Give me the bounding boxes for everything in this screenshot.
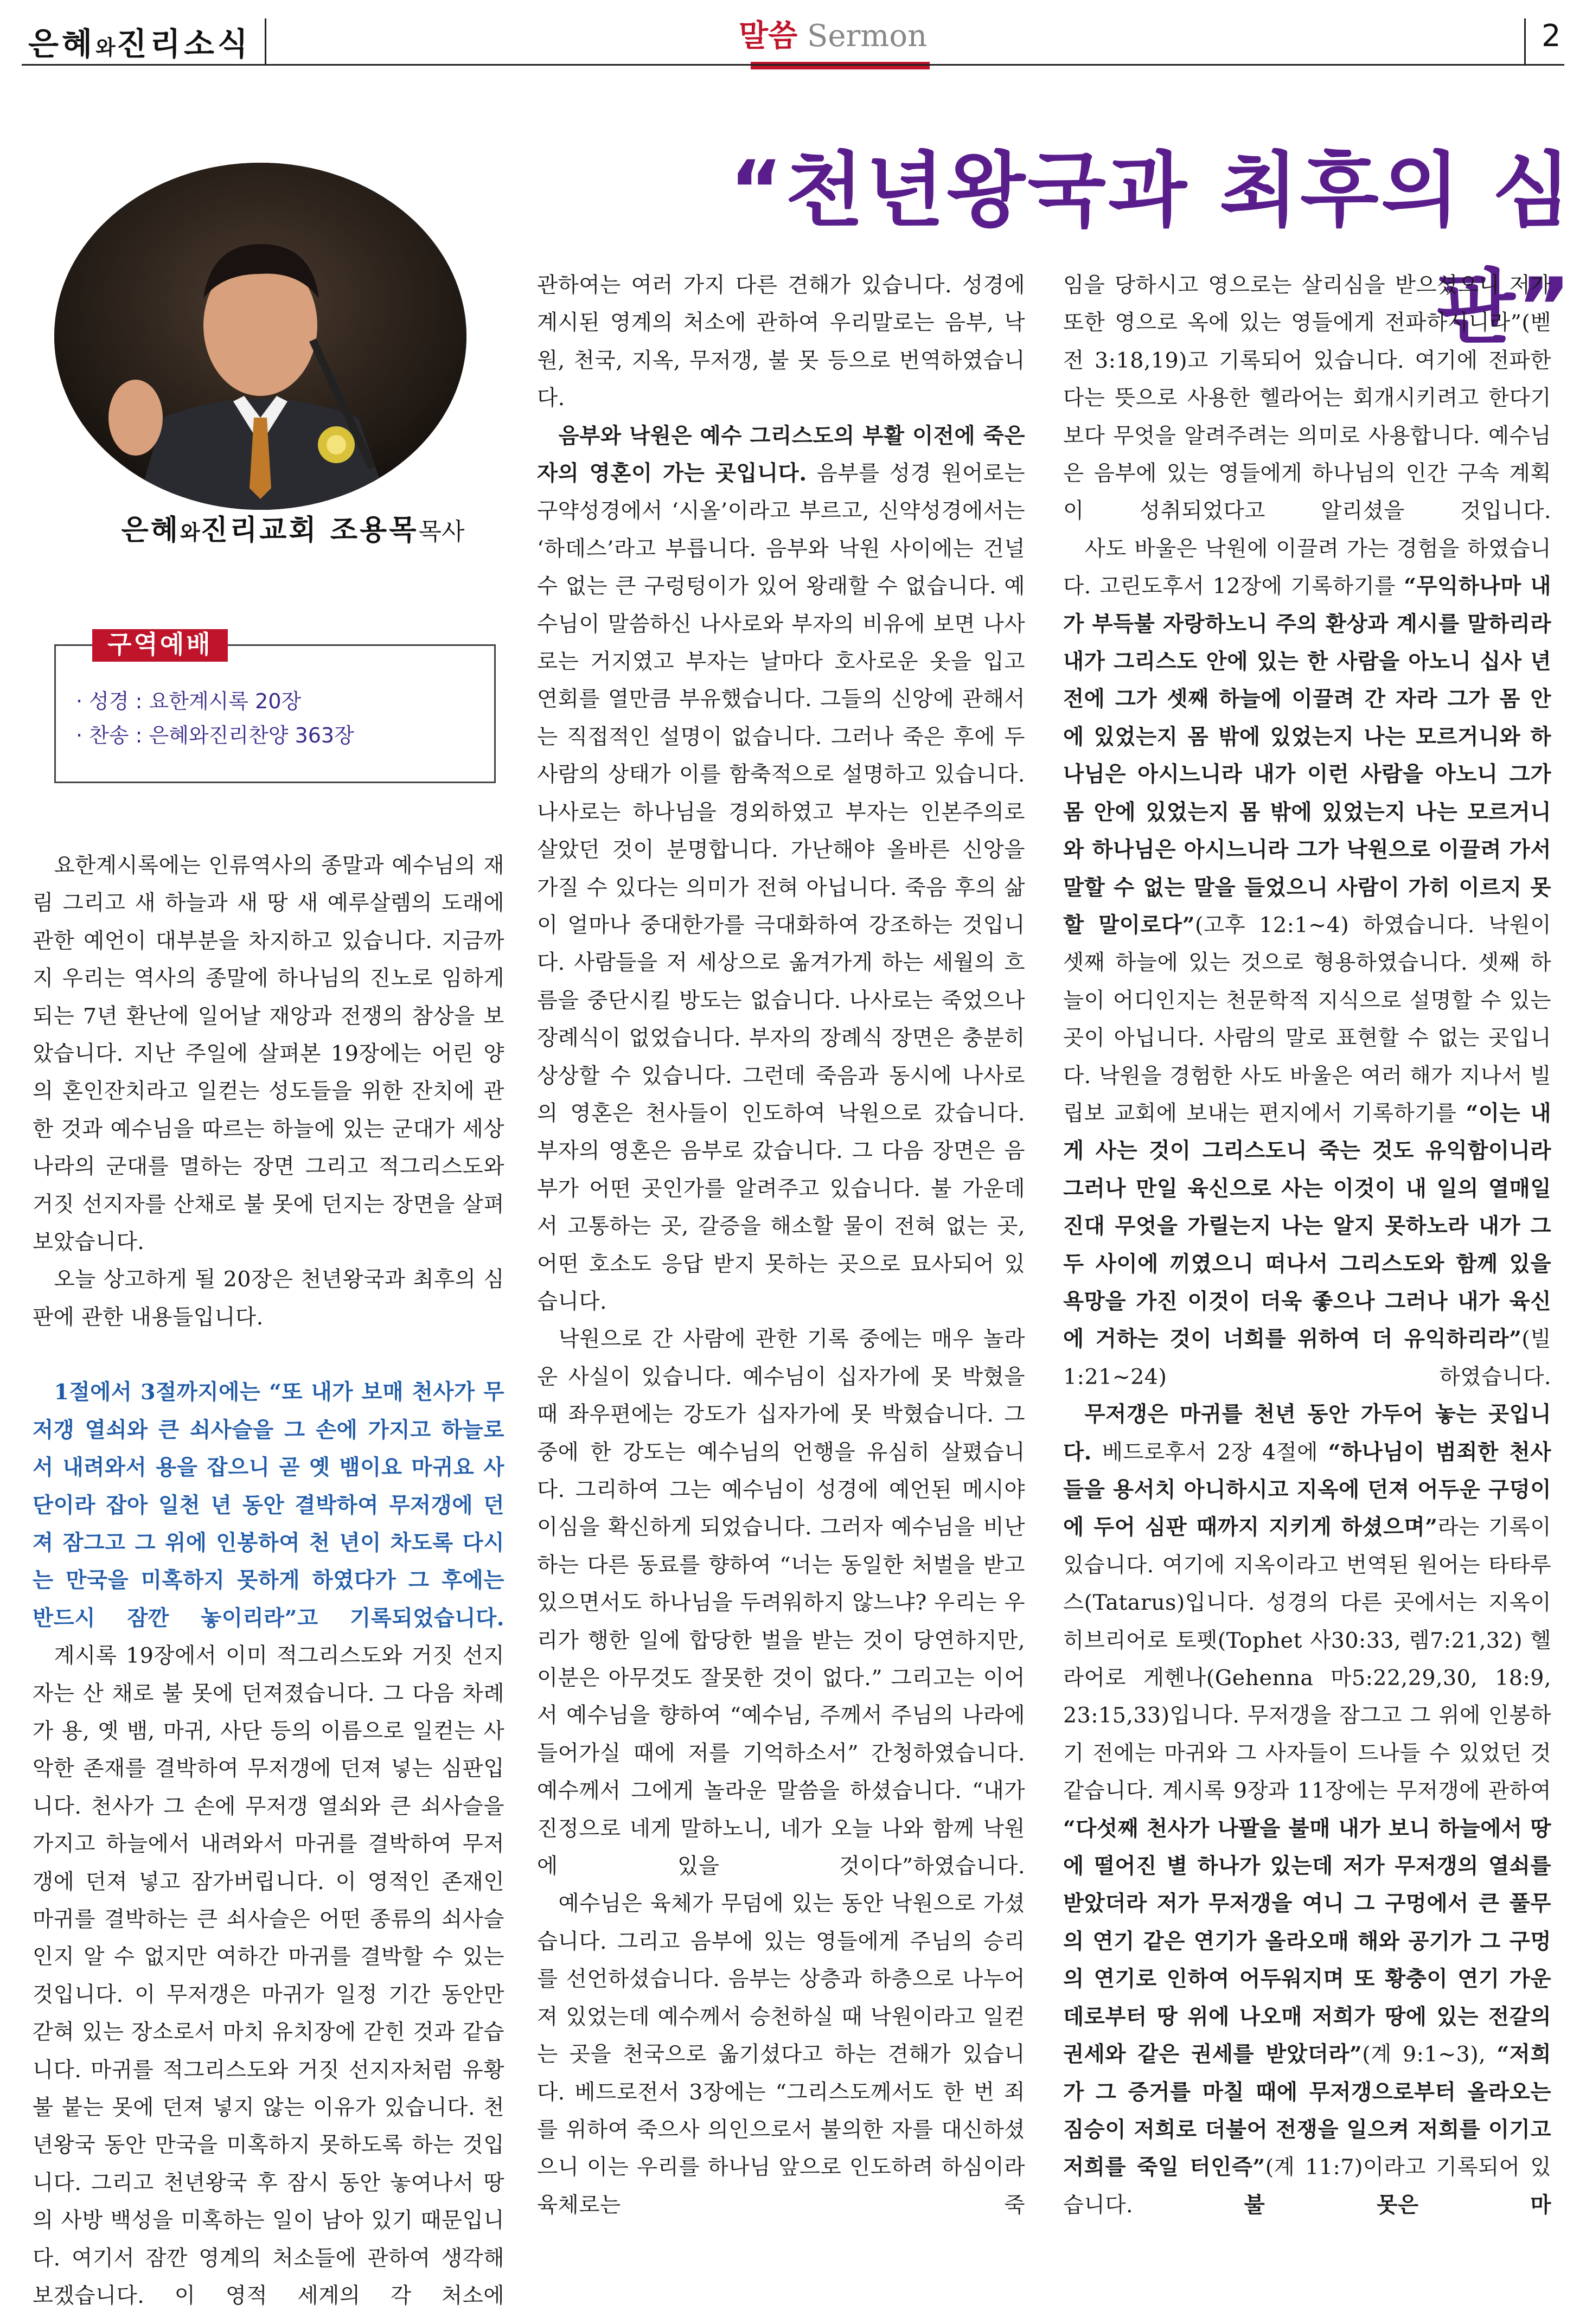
header-divider — [265, 18, 266, 64]
paragraph: 예수님은 육체가 무덤에 있는 동안 낙원으로 가셨습니다. 그리고 음부에 있는 영들에게 주님의 승리를 선언하셨습니다. 음부는 상층과 하층으로 나누어져 있었는데 예수께서 승천하실 때 낙원이라고 일컫는 곳을 천국으로 옮기셨다고 하는 견해가 있습니다. 베드로전서 3장에는 “그리스도께서도 한 번 죄를 위하여 죽으사 의인으로서 불의한 자를 대신하셨으니 이는 우리를 하나님 앞으로 인도하려 하심이라 육체로는 죽 — [537, 1891, 1025, 2218]
paragraph: 관하여는 여러 가지 다른 견해가 있습니다. 성경에 계시된 영계의 처소에 관하여 우리말로는 음부, 낙원, 천국, 지옥, 무저갱, 불 못 등으로 번역하였습니다. — [537, 273, 1025, 411]
newsletter-name: 은혜와진리소식 — [28, 25, 251, 62]
hymn-reference: · 찬송 : 은혜와진리찬양 363장 — [76, 724, 354, 747]
paragraph: 오늘 상고하게 될 20장은 천년왕국과 최후의 심판에 관한 내용들입니다. — [33, 1267, 504, 1330]
paragraph: 음부와 낙원은 예수 그리스도의 부활 이전에 죽은 자의 영혼이 가는 곳입니다. 음부를 성경 원어로는 구약성경에서 ‘시올’이라고 부르고, 신약성경에서는 ‘하데스’라고 부릅니다. 음부와 낙원 사이에는 건널 수 없는 큰 구렁텅이가 있어 왕래할 수 없습니다. 예수님이 말씀하신 나사로와 부자의 비유에 보면 나사로는 거지였고 부자는 날마다 호사로운 옷을 입고 연회를 열만큼 부유했습니다. 그들의 신앙에 관해서는 직접적인 설명이 없습니다. 그러나 죽은 후에 두 사람의 상태가 이를 함축적으로 설명하고 있습니다. 나사로는 하나님을 경외하였고 부자는 인본주의로 살았던 것이 분명합니다. 가난해야 올바른 신앙을 가질 수 있다는 의미가 전혀 아닙니다. 죽음 후의 삶이 얼마나 중대한가를 극대화하여 강조하는 것입니다. 사람들을 저 세상으로 옮겨가게 하는 세월의 흐름을 중단시킬 방도는 없습니다. 나사로는 죽었으나 장례식이 없었습니다. 부자의 장례식 장면은 충분히 상상할 수 있습니다. 그런데 죽음과 동시에 나사로의 영혼은 천사들이 인도하여 낙원으로 갔습니다. 부자의 영혼은 음부로 갔습니다. 그 다음 장면은 음부가 어떤 곳인가를 알려주고 있습니다. 불 가운데서 고통하는 곳, 갈증을 해소할 물이 전혀 없는 곳, 어떤 호소도 응답 받지 못하는 곳으로 묘사되어 있습니다. — [537, 423, 1025, 1314]
paragraph: 무저갱은 마귀를 천년 동안 가두어 놓는 곳입니다. 베드로후서 2장 4절에 “하나님이 범죄한 천사들을 용서치 아니하시고 지옥에 던져 어두운 구덩이에 두어 심판 때까지 지키게 하셨으며”라는 기록이 있습니다. 여기에 지옥이라고 번역된 원어는 타타루스(Tatarus)입니다. 성경의 다른 곳에서는 지옥이 히브리어로 토펫(Tophet 사30:33, 렘7:21,32) 헬라어로 게헨나(Gehenna 마5:22,29,30, 18:9, 23:15,33)입니다. 무저갱을 잠그고 그 위에 인봉하기 전에는 마귀와 그 사자들이 드나들 수 있었던 것 같습니다. 계시록 9장과 11장에는 무저갱에 관하여 “다섯째 천사가 나팔을 불매 내가 보니 하늘에서 땅에 떨어진 별 하나가 있는데 저가 무저갱의 열쇠를 받았더라 저가 무저갱을 여니 그 구멍에서 큰 풀무의 연기 같은 연기가 올라오매 해와 공기가 그 구멍의 연기로 인하여 어두워지며 또 황충이 연기 가운데로부터 땅 위에 나오매 저희가 땅에 있는 전갈의 권세와 같은 권세를 받았더라”(계 9:1~3), “저희가 그 증거를 마칠 때에 무저갱으로부터 올라오는 짐승이 저희로 더불어 전쟁을 일으켜 저희를 이기고 저희를 죽일 터인즉”(계 11:7)이라고 기록되어 있습니다. 불 못은 마 — [1063, 1402, 1551, 2218]
header-rule — [22, 64, 1564, 66]
section-label-korean: 말씀 — [739, 18, 798, 54]
scripture-quote: 1절에서 3절까지에는 “또 내가 보매 천사가 무저갱 열쇠와 큰 쇠사슬을 그 손에 가지고 하늘로서 내려와서 용을 잡으니 곧 옛 뱀이요 마귀요 사단이라 잡아 일천 년 동안 결박하여 무저갱에 던져 잠그고 그 위에 인봉하여 천 년이 차도록 다시는 만국을 미혹하지 못하게 하였다가 그 후에는 반드시 잠깐 놓이리라”고 기록되었습니다. — [33, 1380, 504, 1631]
author-byline: 은혜와진리교회 조용목목사 — [121, 514, 465, 547]
paragraph: 사도 바울은 낙원에 이끌려 가는 경험을 하였습니다. 고린도후서 12장에 기록하기를 “무익하나마 내가 부득불 자랑하노니 주의 환상과 계시를 말하리라 내가 그리스도 안에 있는 한 사람을 아노니 십사 년 전에 그가 셋째 하늘에 이끌려 간 자라 그가 몸 안에 있었는지 몸 밖에 있었는지 나는 모르거니와 하나님은 아시느니라 내가 이런 사람을 아노니 그가 몸 안에 있었는지 몸 밖에 있었는지 나는 모르거니와 하나님은 아시느니라 그가 낙원으로 이끌려 가서 말할 수 없는 말을 들었으니 사람이 가히 이르지 못할 말이로다”(고후 12:1~4) 하였습니다. 낙원이 셋째 하늘에 있는 것으로 형용하였습니다. 셋째 하늘이 어디인지는 천문학적 지식으로 설명할 수 있는 곳이 아닙니다. 사람의 말로 표현할 수 없는 곳입니다. 낙원을 경험한 사도 바울은 여러 해가 지나서 빌립보 교회에 보내는 편지에서 기록하기를 “이는 내게 사는 것이 그리스도니 죽는 것도 유익함이니라 그러나 만일 육신으로 사는 이것이 내 일의 열매일진대 무엇을 가릴는지 나는 알지 못하노라 내가 그 두 사이에 끼였으니 떠나서 그리스도와 함께 있을 욕망을 가진 이것이 더욱 좋으나 그러나 내가 육신에 거하는 것이 너희를 위하여 더 유익하리라”(빌 1:21~24) 하였습니다. — [1063, 536, 1551, 1390]
paragraph: 계시록 19장에서 이미 적그리스도와 거짓 선지자는 산 채로 불 못에 던져졌습니다. 그 다음 차례가 용, 옛 뱀, 마귀, 사단 등의 이름으로 일컫는 사악한 존재를 결박하여 무저갱에 던져 넣는 심판입니다. 천사가 그 손에 무저갱 열쇠와 큰 쇠사슬을 가지고 하늘에서 내려와서 마귀를 결박하여 무저갱에 던져 넣고 잠가버립니다. 이 영적인 존재인 마귀를 결박하는 큰 쇠사슬은 어떤 종류의 쇠사슬인지 알 수 없지만 여하간 마귀를 결박할 수 있는 것입니다. 이 무저갱은 마귀가 일정 기간 동안만 갇혀 있는 장소로서 마치 유치장에 갇힌 것과 같습니다. 마귀를 적그리스도와 거짓 선지자처럼 유황불 붙는 못에 던져 넣지 않는 이유가 있습니다. 천년왕국 동안 만국을 미혹하지 못하도록 하는 것입니다. 그리고 천년왕국 후 잠시 동안 놓여나서 땅의 사방 백성을 미혹하는 일이 남아 있기 때문입니다. 여기서 잠깐 영계의 처소들에 관하여 생각해 보겠습니다. 이 영적 세계의 각 처소에 — [33, 1643, 504, 2309]
header-divider — [1524, 18, 1526, 64]
text-column-1 — [33, 847, 504, 2315]
paragraph: 임을 당하시고 영으로는 살리심을 받으셨으니 저가 또한 영으로 옥에 있는 영들에게 전파하시니라”(벧전 3:18,19)고 기록되어 있습니다. 여기에 전파한다는 뜻으로 사용한 헬라어는 회개시키려고 한다기보다 무엇을 알려주려는 의미로 사용합니다. 예수님은 음부에 있는 영들에게 하나님의 인간 구속 계획이 성취되었다고 알리셨을 것입니다. — [1063, 273, 1552, 524]
section-label-english: Sermon — [807, 18, 928, 54]
text-column-3 — [1063, 267, 1551, 2224]
page-number: 2 — [1542, 18, 1561, 54]
sermon-title: “천년왕국과 최후의 심판” — [729, 144, 1573, 355]
pastor-portrait-illustration — [54, 163, 466, 510]
text-column-2 — [537, 267, 1025, 2224]
paragraph: 낙원으로 간 사람에 관한 기록 중에는 매우 놀라운 사실이 있습니다. 예수님이 십자가에 못 박혔을 때 좌우편에는 강도가 십자가에 못 박혔습니다. 그 중에 한 강도는 예수님의 언행을 유심히 살폈습니다. 그리하여 그는 예수님이 성경에 예언된 메시야이심을 확신하게 되었습니다. 그러자 예수님을 비난하는 다른 동료를 향하여 “너는 동일한 처벌을 받고 있으면서도 하나님을 두려워하지 않느냐? 우리는 우리가 행한 일에 합당한 벌을 받는 것이 당연하지만, 이분은 아무것도 잘못한 것이 없다.” 그리고는 이어서 예수님을 향하여 “예수님, 주께서 주님의 나라에 들어가실 때에 저를 기억하소서” 간청하였습니다. 예수께서 그에게 놀라운 말씀을 하셨습니다. “내가 진정으로 네게 말하노니, 네가 오늘 나와 함께 낙원에 있을 것이다”하였습니다. — [537, 1327, 1025, 1879]
paragraph: 요한계시록에는 인류역사의 종말과 예수님의 재림 그리고 새 하늘과 새 땅 새 예루살렘의 도래에 관한 예언이 대부분을 차지하고 있습니다. 지금까지 우리는 역사의 종말에 하나님의 진노로 임하게 되는 7년 환난에 일어날 재앙과 전쟁의 참상을 보았습니다. 지난 주일에 살펴본 19장에는 어린 양의 혼인잔치라고 일컫는 성도들을 위한 잔치에 관한 것과 예수님을 따르는 하늘에 있는 군대가 세상 나라의 군대를 멸하는 장면 그리고 적그리스도와 거짓 선지자를 산채로 불 못에 던지는 장면을 살펴보았습니다. — [33, 853, 504, 1255]
pastor-portrait — [54, 163, 466, 510]
section-accent-bar — [751, 62, 930, 69]
worship-info-badge: 구역예배 — [92, 629, 228, 662]
scripture-reference: · 성경 : 요한계시록 20장 — [76, 689, 302, 713]
section-label — [739, 12, 927, 55]
